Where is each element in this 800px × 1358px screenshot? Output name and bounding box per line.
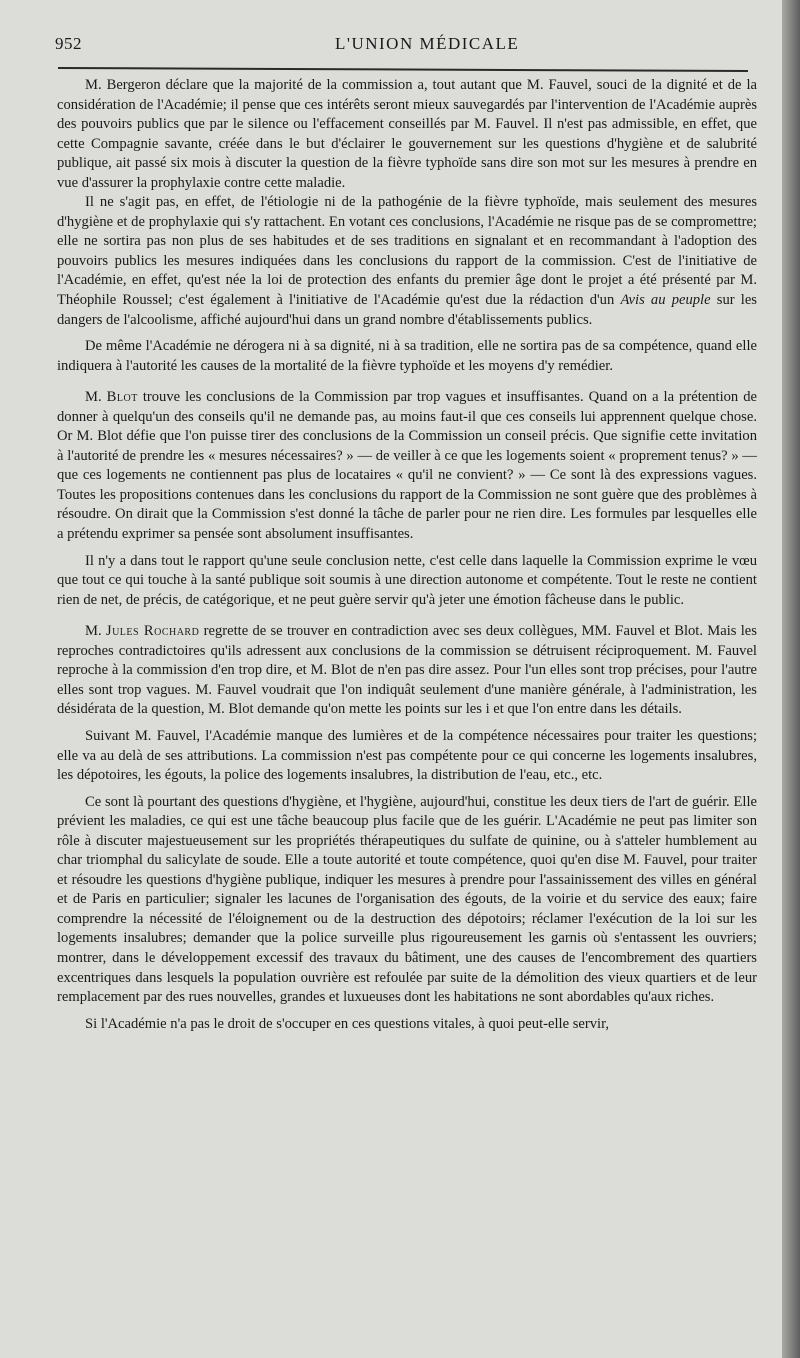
paragraph-text-tail: sur les dangers de l'alcoolisme, affiché aujourd'hui dans un grand nombre d'établissements publics. (57, 292, 757, 328)
paragraph-etiologie (57, 193, 757, 330)
paragraph-text: regrette de se trouver en contradiction avec ses deux collègues, MM. Fauvel et Blot. Mais les reproches contradictoires qu'ils adressent aux conclusions de la commission se détruisent réciproquement. M. Fauvel reproche à la commission d'en trop dire, et M. Blot de n'en pas dire assez. Pour l'un elles sont trop précises, pour l'autre elles sont trop vagues. M. Fauvel voudrait que l'on indiquât seulement d'une manière générale, à l'administration, les désidérata de la question, M. Blot demande qu'on mette les points sur les i et que l'on entre dans les détails. (57, 623, 757, 718)
paragraph-bergeron: M. Bergeron déclare que la majorité de la commission a, tout autant que M. Fauvel, souci de la dignité et de la considération de l'Académie; il pense que ces intérêts seront mieux sauvegardés par l'intervention de l'Académie auprès des pouvoirs publics que par le silence ou l'effacement conseillés par M. Fauvel. Il n'est pas admissible, en effet, que cette Compagnie savante, créée dans le but d'éclairer le gouvernement sur les questions d'hygiène et de salubrité publique, ait passé six mois à discuter la question de la fièvre typhoïde sans dire son mot sur les mesures à prendre en vue d'assurer la prophylaxie contre cette maladie. (57, 77, 757, 191)
header-rule (58, 67, 748, 72)
page-edge-shadow (782, 0, 800, 1358)
paragraph-text: trouve les conclusions de la Commission par trop vagues et insuffisantes. Quand on a la prétention de donner à quelqu'un des conseils qu'il ne demande pas, au moins faut-il que ces conseils lui apprennent quelque chose. Or M. Blot défie que l'on puisse tirer des conclusions de la Commission un conseil précis. Que signifie cette invitation à l'autorité de prendre les « mesures nécessaires? » — de veiller à ce que les logements soient « proprement tenus? » — que ces logements ne contiennent pas plus de locataires « qu'il ne convient? » — Ce sont là des expressions vagues. Toutes les propositions contenues dans les conclusions du rapport de la Commission ne sont guère que des problèmes à résoudre. On dirait que la Commission s'est donné la tâche de parler pour ne rien dire. Les formules par lesquelles elle a prétendu exprimer sa pensée sont absolument insuffisantes. (57, 389, 757, 543)
page-number: 952 (55, 34, 82, 53)
paragraph-fauvel: Suivant M. Fauvel, l'Académie manque des lumières et de la compétence nécessaires pour traiter les questions; elle va au delà de ses attributions. La commission n'est pas compétente pour ce qui concerne les logements insalubres, les dépotoires, les égouts, la police des logements insalubres, la distribution de l'eau, etc., etc. (57, 727, 757, 784)
paragraph-hygiene: Ce sont là pourtant des questions d'hygiène, et l'hygiène, aujourd'hui, constitue les deux tiers de l'art de guérir. Elle prévient les maladies, ce qui est une tâche beaucoup plus facile que de les guérir. L'Académie ne peut pas limiter son rôle à discuter majestueusement sur les propriétés thérapeutiques du sulfate de quinine, ou à s'atteler humblement au char triomphal du salicylate de soude. Elle a toute autorité et toute compétence, quoi qu'en dise M. Fauvel, pour traiter et résoudre les questions d'hygiène publique, indiquer les mesures à prendre pour l'assainissement des villes en général et de Paris en particulier; signaler les lacunes de l'organisation des égouts, de la voirie et du service des eaux; faire comprendre la nécessité de l'éloignement ou de la destruction des dépotoirs; réclamer l'exécution de la loi sur les logements insalubres; demander que la police surveille plus rigoureusement les garnis où s'entassent les ouvriers; montrer, dans le développement excessif des travaux du bâtiment, une des causes de l'encombrement des quartiers excentriques dans lesquels la population ouvrière est refoulée par suite de la démolition des vieux quartiers et de leur remplacement par des rues nouvelles, grandes et luxueuses dont les habitations ne sont abordables qu'aux riches. (57, 793, 757, 1006)
article-body (57, 76, 757, 1034)
speaker-prefix: M. (85, 389, 107, 406)
paragraph-conclusion-nette: Il n'y a dans tout le rapport qu'une seule conclusion nette, c'est celle dans laquelle la Commission exprime le vœu que tout ce qui touche à la santé publique soit soumis à une direction autonome et compétente. Tout le reste ne contient rien de net, de précis, de catégorique, et ne peut guère servir qu'à jeter une émotion fâcheuse dans le public. (57, 552, 757, 608)
paragraph-rochard (57, 622, 757, 720)
speaker-name: Jules Rochard (105, 623, 200, 640)
speaker-prefix: M. (85, 623, 106, 640)
paragraph-text: Il ne s'agit pas, en effet, de l'étiologie ni de la pathogénie de la fièvre typhoïde, mais seulement des mesures d'hygiène et de prophylaxie qui s'y rattachent. En votant ces conclusions, l'Académie ne risque pas de se compromettre; elle ne sortira pas non plus de ses habitudes et de ses traditions en signalant et en recommandant à l'adoption des pouvoirs publics les mesures indiquées dans les conclusions du rapport de la commission. C'est de l'initiative de l'Académie, en effet, qu'est née la loi de protection des enfants du premier âge dont le projet a été présenté par M. Théophile Roussel; c'est également à l'initiative de l'Académie qu'est due la rédaction d'un (57, 194, 757, 309)
running-title: L'UNION MÉDICALE (335, 34, 520, 53)
paragraph-blot (57, 388, 757, 544)
page-header (55, 32, 745, 62)
paragraph-dignite: De même l'Académie ne dérogera ni à sa dignité, ni à sa tradition, elle ne sortira pas de sa compétence, quand elle indiquera à l'autorité les causes de la mortalité de la fièvre typhoïde et les moyens d'y remédier. (57, 338, 757, 374)
speaker-name: Blot (106, 389, 138, 406)
italic-title: Avis au peuple (620, 292, 711, 309)
paragraph-final: Si l'Académie n'a pas le droit de s'occuper en ces questions vitales, à quoi peut-elle servir, (85, 1015, 609, 1032)
